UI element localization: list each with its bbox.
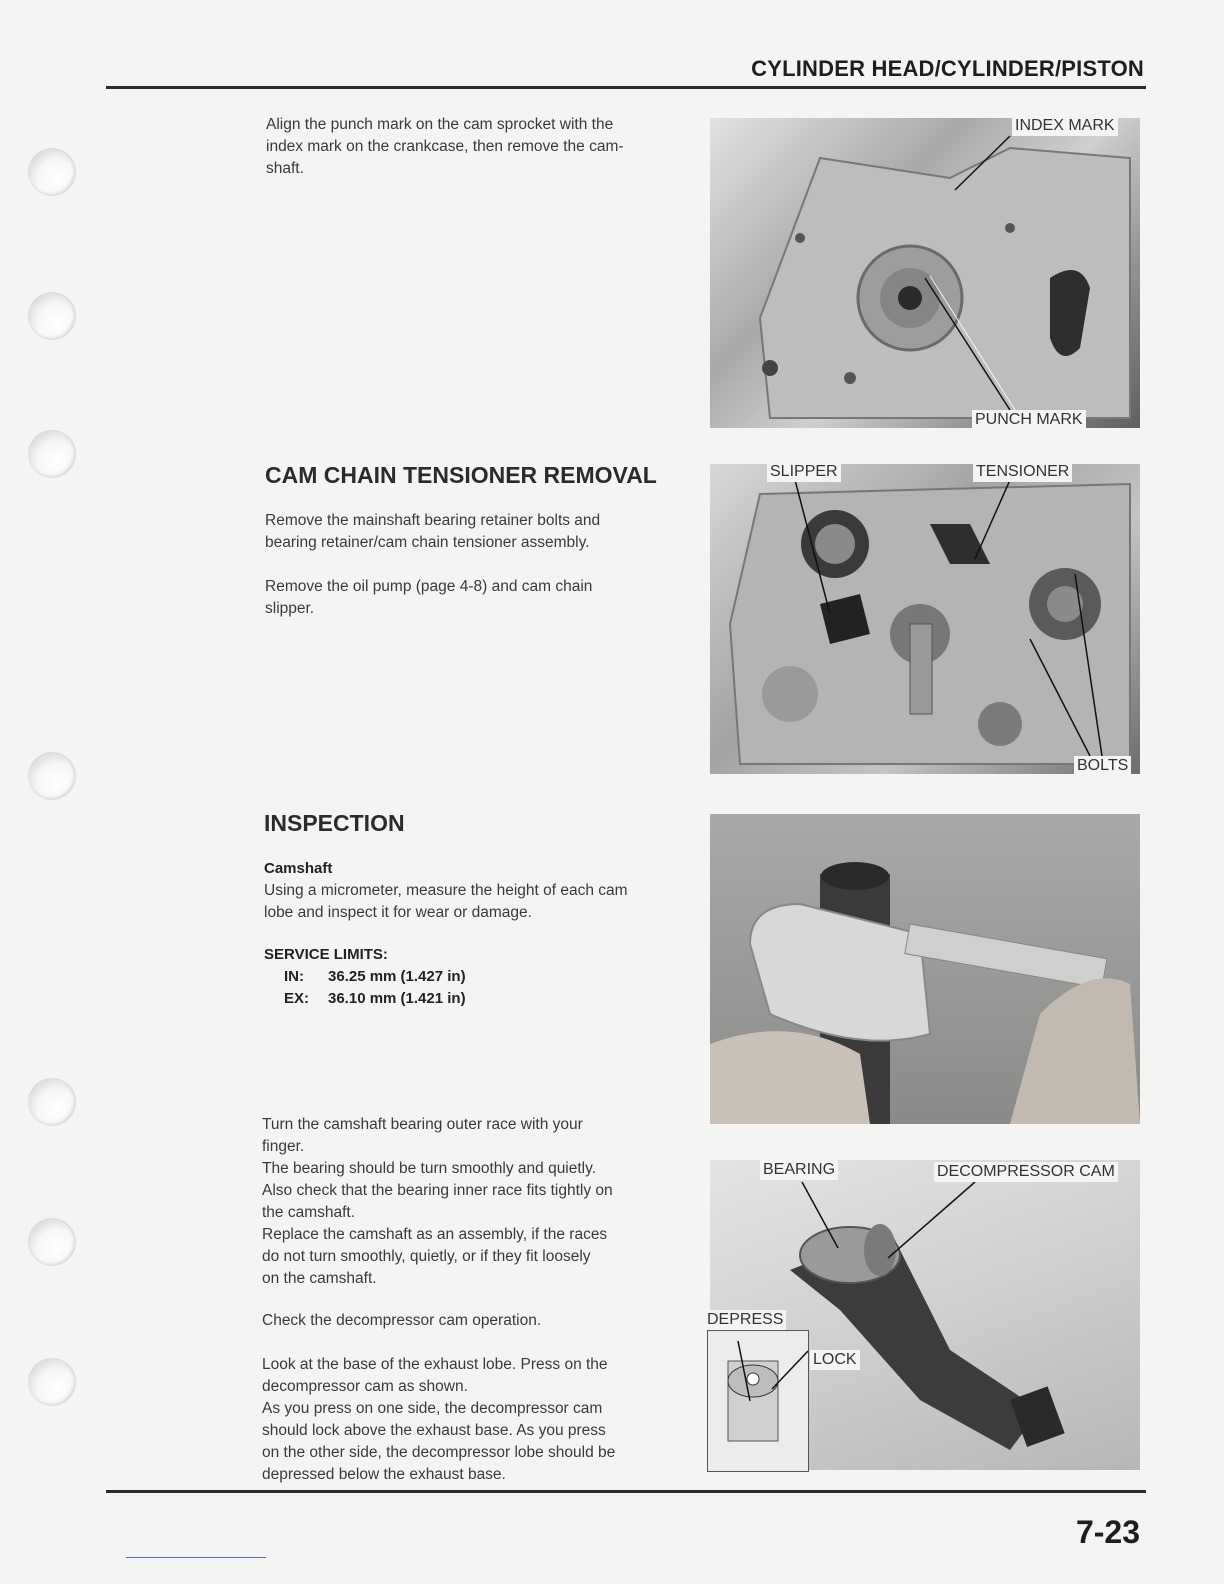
binder-hole [28, 752, 76, 800]
crankcase-photo [710, 118, 1140, 428]
limit-in-key: IN: [284, 968, 304, 985]
tensioner-para-1: Remove the mainshaft bearing retainer bolts and bearing retainer/cam chain tensioner assembly. [265, 512, 601, 551]
index-mark-label: INDEX MARK [1012, 116, 1118, 136]
decompressor-inset [707, 1330, 809, 1472]
bearing-para-1: Turn the camshaft bearing outer race with your finger. The bearing should be turn smoothly and quietly. Also check that the bearing inner race fits tightly on the camshaft. Replace the camshaft as an assembly, if the races do not turn smoothly, quietly, or if they fit loosely on the camshaft. [262, 1116, 613, 1287]
tensioner-label: TENSIONER [973, 462, 1072, 482]
bolts-label: BOLTS [1074, 756, 1131, 776]
intro-text: Align the punch mark on the cam sprocket with the index mark on the crankcase, then remove the cam- shaft. [266, 116, 624, 177]
tensioner-para-2: Remove the oil pump (page 4-8) and cam chain slipper. [265, 578, 593, 617]
page-number: 7-23 [1075, 1514, 1140, 1550]
binder-hole [28, 430, 76, 478]
micrometer-illustration [710, 814, 1140, 1124]
micrometer-photo [710, 814, 1140, 1124]
binder-hole [28, 148, 76, 196]
inspection-para-1: Using a micrometer, measure the height of each cam lobe and inspect it for wear or damage. [264, 882, 628, 921]
header-rule [106, 86, 1146, 89]
inspection-heading: INSPECTION [264, 810, 405, 836]
decompressor-inset-illustration [708, 1331, 808, 1471]
limit-in-value: 36.25 mm (1.427 in) [328, 968, 466, 985]
decompressor-cam-label: DECOMPRESSOR CAM [934, 1162, 1118, 1182]
service-limits-label: SERVICE LIMITS: [264, 946, 388, 963]
page-header-title: CYLINDER HEAD/CYLINDER/PISTON [751, 56, 1144, 81]
limit-ex-key: EX: [284, 990, 310, 1007]
limit-ex-value: 36.10 mm (1.421 in) [328, 990, 466, 1007]
slipper-label: SLIPPER [767, 462, 841, 482]
bearing-para-2: Check the decompressor cam operation. [262, 1312, 542, 1329]
bottom-link-underline [126, 1557, 266, 1558]
binder-hole [28, 1218, 76, 1266]
crankcase-tensioner-photo [710, 464, 1140, 774]
bearing-para-3: Look at the base of the exhaust lobe. Press on the decompressor cam as shown. As you press on one side, the decompressor cam should lock above the exhaust base. As you press on the other side, the decompressor lobe should be depressed below the exhaust base. [262, 1356, 616, 1483]
depress-label: DEPRESS [704, 1310, 786, 1330]
binder-hole [28, 1078, 76, 1126]
crankcase-illustration [710, 118, 1140, 428]
punch-mark-label: PUNCH MARK [972, 410, 1086, 430]
binder-hole [28, 292, 76, 340]
footer-rule [106, 1490, 1146, 1493]
lock-label: LOCK [810, 1350, 860, 1370]
camshaft-subheading: Camshaft [264, 860, 333, 877]
bearing-label: BEARING [760, 1160, 838, 1180]
tensioner-illustration [710, 464, 1140, 774]
tensioner-section-heading: CAM CHAIN TENSIONER REMOVAL [265, 462, 657, 488]
binder-hole [28, 1358, 76, 1406]
